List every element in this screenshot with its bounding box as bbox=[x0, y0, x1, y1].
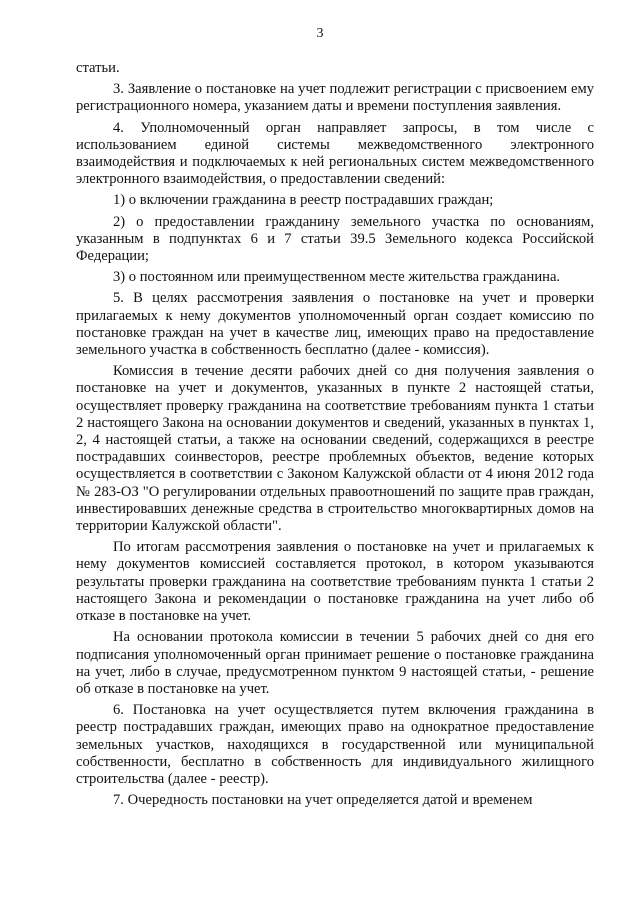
subitem-3: 3) о постоянном или преимущественном месте жительства гражданина. bbox=[113, 269, 561, 286]
subitem-1: 1) о включении гражданина в реестр пострадавших граждан; bbox=[113, 192, 494, 209]
paragraph-continuation: статьи. bbox=[76, 60, 120, 76]
paragraph-item-3: 3. Заявление о постановке на учет подлежит регистрации с присвоением ему регистрационного номера, указанием даты и времени поступления заявления. bbox=[76, 81, 594, 115]
paragraph-item-7: 7. Очередность постановки на учет определяется датой и временем bbox=[113, 792, 533, 809]
subitem-2: 2) о предоставлении гражданину земельного участка по основаниям, указанным в подпунктах 6 и 7 статьи 39.5 Земельного кодекса Российской Федерации; bbox=[76, 213, 594, 265]
paragraph-decision: На основании протокола комиссии в течении 5 рабочих дней со дня его подписания уполномоченный орган принимает решение о постановке гражданина на учет, либо в случае, предусмотренном пунктом 9 настоящей статьи, - решение об отказе в постановке на учет. bbox=[76, 629, 594, 697]
paragraph-item-4: 4. Уполномоченный орган направляет запросы, в том числе с использованием единой системы межведомственного электронного взаимодействия и подключаемых к ней региональных систем межведомственного электронного взаимодействия, о предоставлении сведений: bbox=[76, 119, 594, 188]
paragraph-protocol: По итогам рассмотрения заявления о постановке на учет и прилагаемых к нему документов комиссией составляется протокол, в котором указываются результаты проверки гражданина на соответствие требованиям пункта 1 статьи 2 настоящего Закона и рекомендации о постановке гражданина на учет либо об отказе в постановке на учет. bbox=[76, 539, 594, 625]
paragraph-item-5: 5. В целях рассмотрения заявления о постановке на учет и проверки прилагаемых к нему документов уполномоченный орган создает комиссию по постановке граждан на учет в качестве лиц, имеющих право на предоставление земельного участка в собственность бесплатно (далее - комиссия). bbox=[76, 290, 594, 359]
document-body bbox=[76, 60, 594, 809]
page-number: 3 bbox=[316, 26, 324, 41]
paragraph-commission: Комиссия в течение десяти рабочих дней со дня получения заявления о постановке на учет и документов, указанных в пункте 2 настоящей статьи, осуществляет проверку гражданина на соответствие требованиям пункта 1 статьи 2 настоящего Закона на основании документов и сведений, указанных в пунктах 1, 2, 4 настоящей статьи, а также на основании сведений, содержащихся в реестре пострадавших соинвесторов, реестре проблемных объектов, ведение которых осуществляется в соответствии с Законом Калужской области от 4 июня 2012 года № 283-ОЗ "О регулировании отдельных правоотношений по защите прав граждан, инвестировавших денежные средства в строительство многоквартирных домов на территории Калужской области". bbox=[76, 363, 594, 535]
paragraph-item-6: 6. Постановка на учет осуществляется путем включения гражданина в реестр пострадавших граждан, имеющих право на однократное предоставление земельных участков, находящихся в государственной или муниципальной собственности, бесплатно в собственность для индивидуального жилищного строительства (далее - реестр). bbox=[76, 702, 594, 787]
